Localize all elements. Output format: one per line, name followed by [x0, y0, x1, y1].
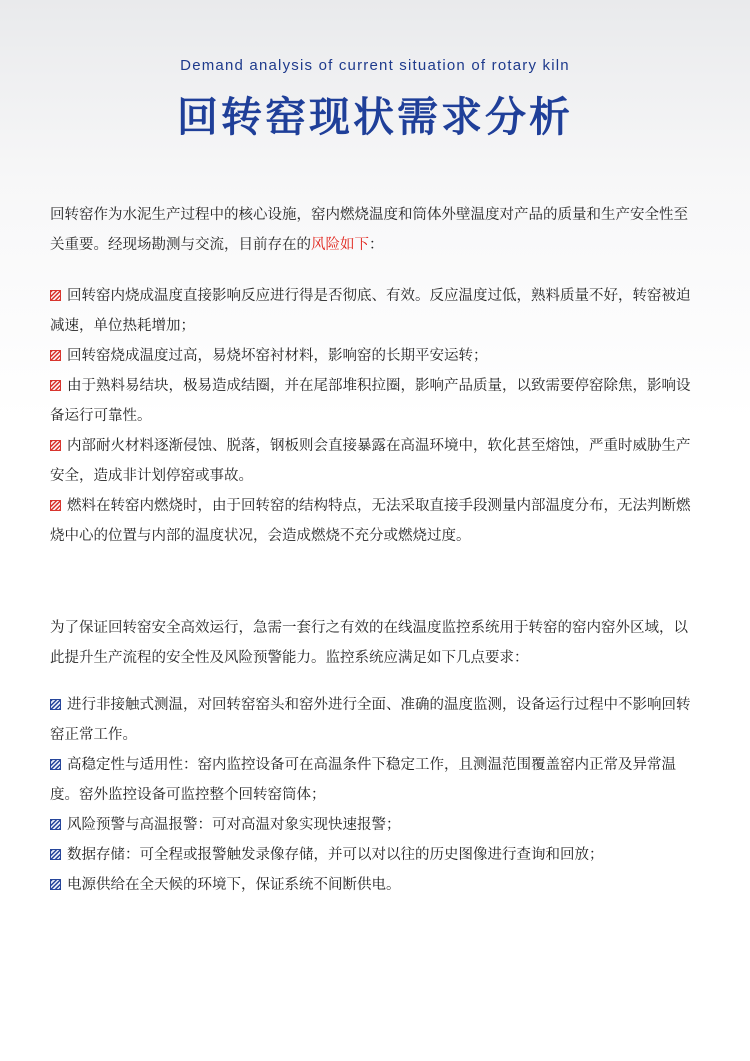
risk-item-text: 燃料在转窑内燃烧时，由于回转窑的结构特点，无法采取直接手段测量内部温度分布，无法判断燃烧中心的位置与内部的温度状况，会造成燃烧不充分或燃烧过度。: [50, 498, 691, 544]
risk-item-text: 回转窑烧成温度过高，易烧坏窑衬材料，影响窑的长期平安运转；: [67, 348, 488, 364]
risk-item: [50, 281, 700, 341]
requirement-item-text: 进行非接触式测温，对回转窑窑头和窑外进行全面、准确的温度监测，设备运行过程中不影响回转窑正常工作。: [50, 697, 691, 743]
risk-list: [50, 281, 700, 551]
requirements-intro: 为了保证回转窑安全高效运行，急需一套行之有效的在线温度监控系统用于转窑的窑内窑外区域，以此提升生产流程的安全性及风险预警能力。监控系统应满足如下几点要求：: [50, 620, 688, 666]
risk-item: [50, 431, 700, 491]
requirement-item-text: 高稳定性与适用性：窑内监控设备可在高温条件下稳定工作，且测温范围覆盖窑内正常及异常温度。窑外监控设备可监控整个回转窑筒体；: [50, 757, 676, 803]
requirement-item: [50, 750, 700, 810]
risk-highlight: 风险如下: [311, 237, 369, 253]
red-hatched-square-icon: [50, 350, 61, 361]
requirement-item-text: 电源供给在全天候的环境下，保证系统不间断供电。: [67, 877, 401, 893]
red-hatched-square-icon: [50, 290, 61, 301]
requirement-item-text: 风险预警与高温报警：可对高温对象实现快速报警；: [67, 817, 401, 833]
risk-item-text: 由于熟料易结块，极易造成结圈，并在尾部堆积拉圈，影响产品质量，以致需要停窑除焦，影响设备运行可靠性。: [50, 378, 691, 424]
risk-item: [50, 341, 700, 371]
requirement-list: [50, 690, 700, 900]
requirement-item: [50, 810, 700, 840]
requirement-item: [50, 870, 700, 900]
risk-item-text: 内部耐火材料逐渐侵蚀、脱落，钢板则会直接暴露在高温环境中，软化甚至熔蚀，严重时威胁生产安全，造成非计划停窑或事故。: [50, 438, 691, 484]
blue-hatched-square-icon: [50, 879, 61, 890]
intro-paragraph: [50, 200, 700, 260]
risk-item-text: 回转窑内烧成温度直接影响反应进行得是否彻底、有效。反应温度过低，熟料质量不好，转窑被迫减速，单位热耗增加；: [50, 288, 691, 334]
intro-suffix: ：: [369, 237, 384, 253]
requirement-item-text: 数据存储：可全程或报警触发录像存储，并可以对以往的历史图像进行查询和回放；: [67, 847, 604, 863]
risk-item: [50, 371, 700, 431]
intro-text: 回转窑作为水泥生产过程中的核心设施，窑内燃烧温度和筒体外壁温度对产品的质量和生产安全性至关重要。经现场勘测与交流，目前存在的: [50, 207, 688, 253]
red-hatched-square-icon: [50, 380, 61, 391]
red-hatched-square-icon: [50, 500, 61, 511]
blue-hatched-square-icon: [50, 759, 61, 770]
blue-hatched-square-icon: [50, 819, 61, 830]
blue-hatched-square-icon: [50, 699, 61, 710]
red-hatched-square-icon: [50, 440, 61, 451]
page-subtitle: Demand analysis of current situation of rotary kiln: [180, 57, 570, 74]
requirement-item: [50, 690, 700, 750]
risk-item: [50, 491, 700, 551]
blue-hatched-square-icon: [50, 849, 61, 860]
requirement-item: [50, 840, 700, 870]
page-title: 回转窑现状需求分析: [177, 93, 573, 141]
